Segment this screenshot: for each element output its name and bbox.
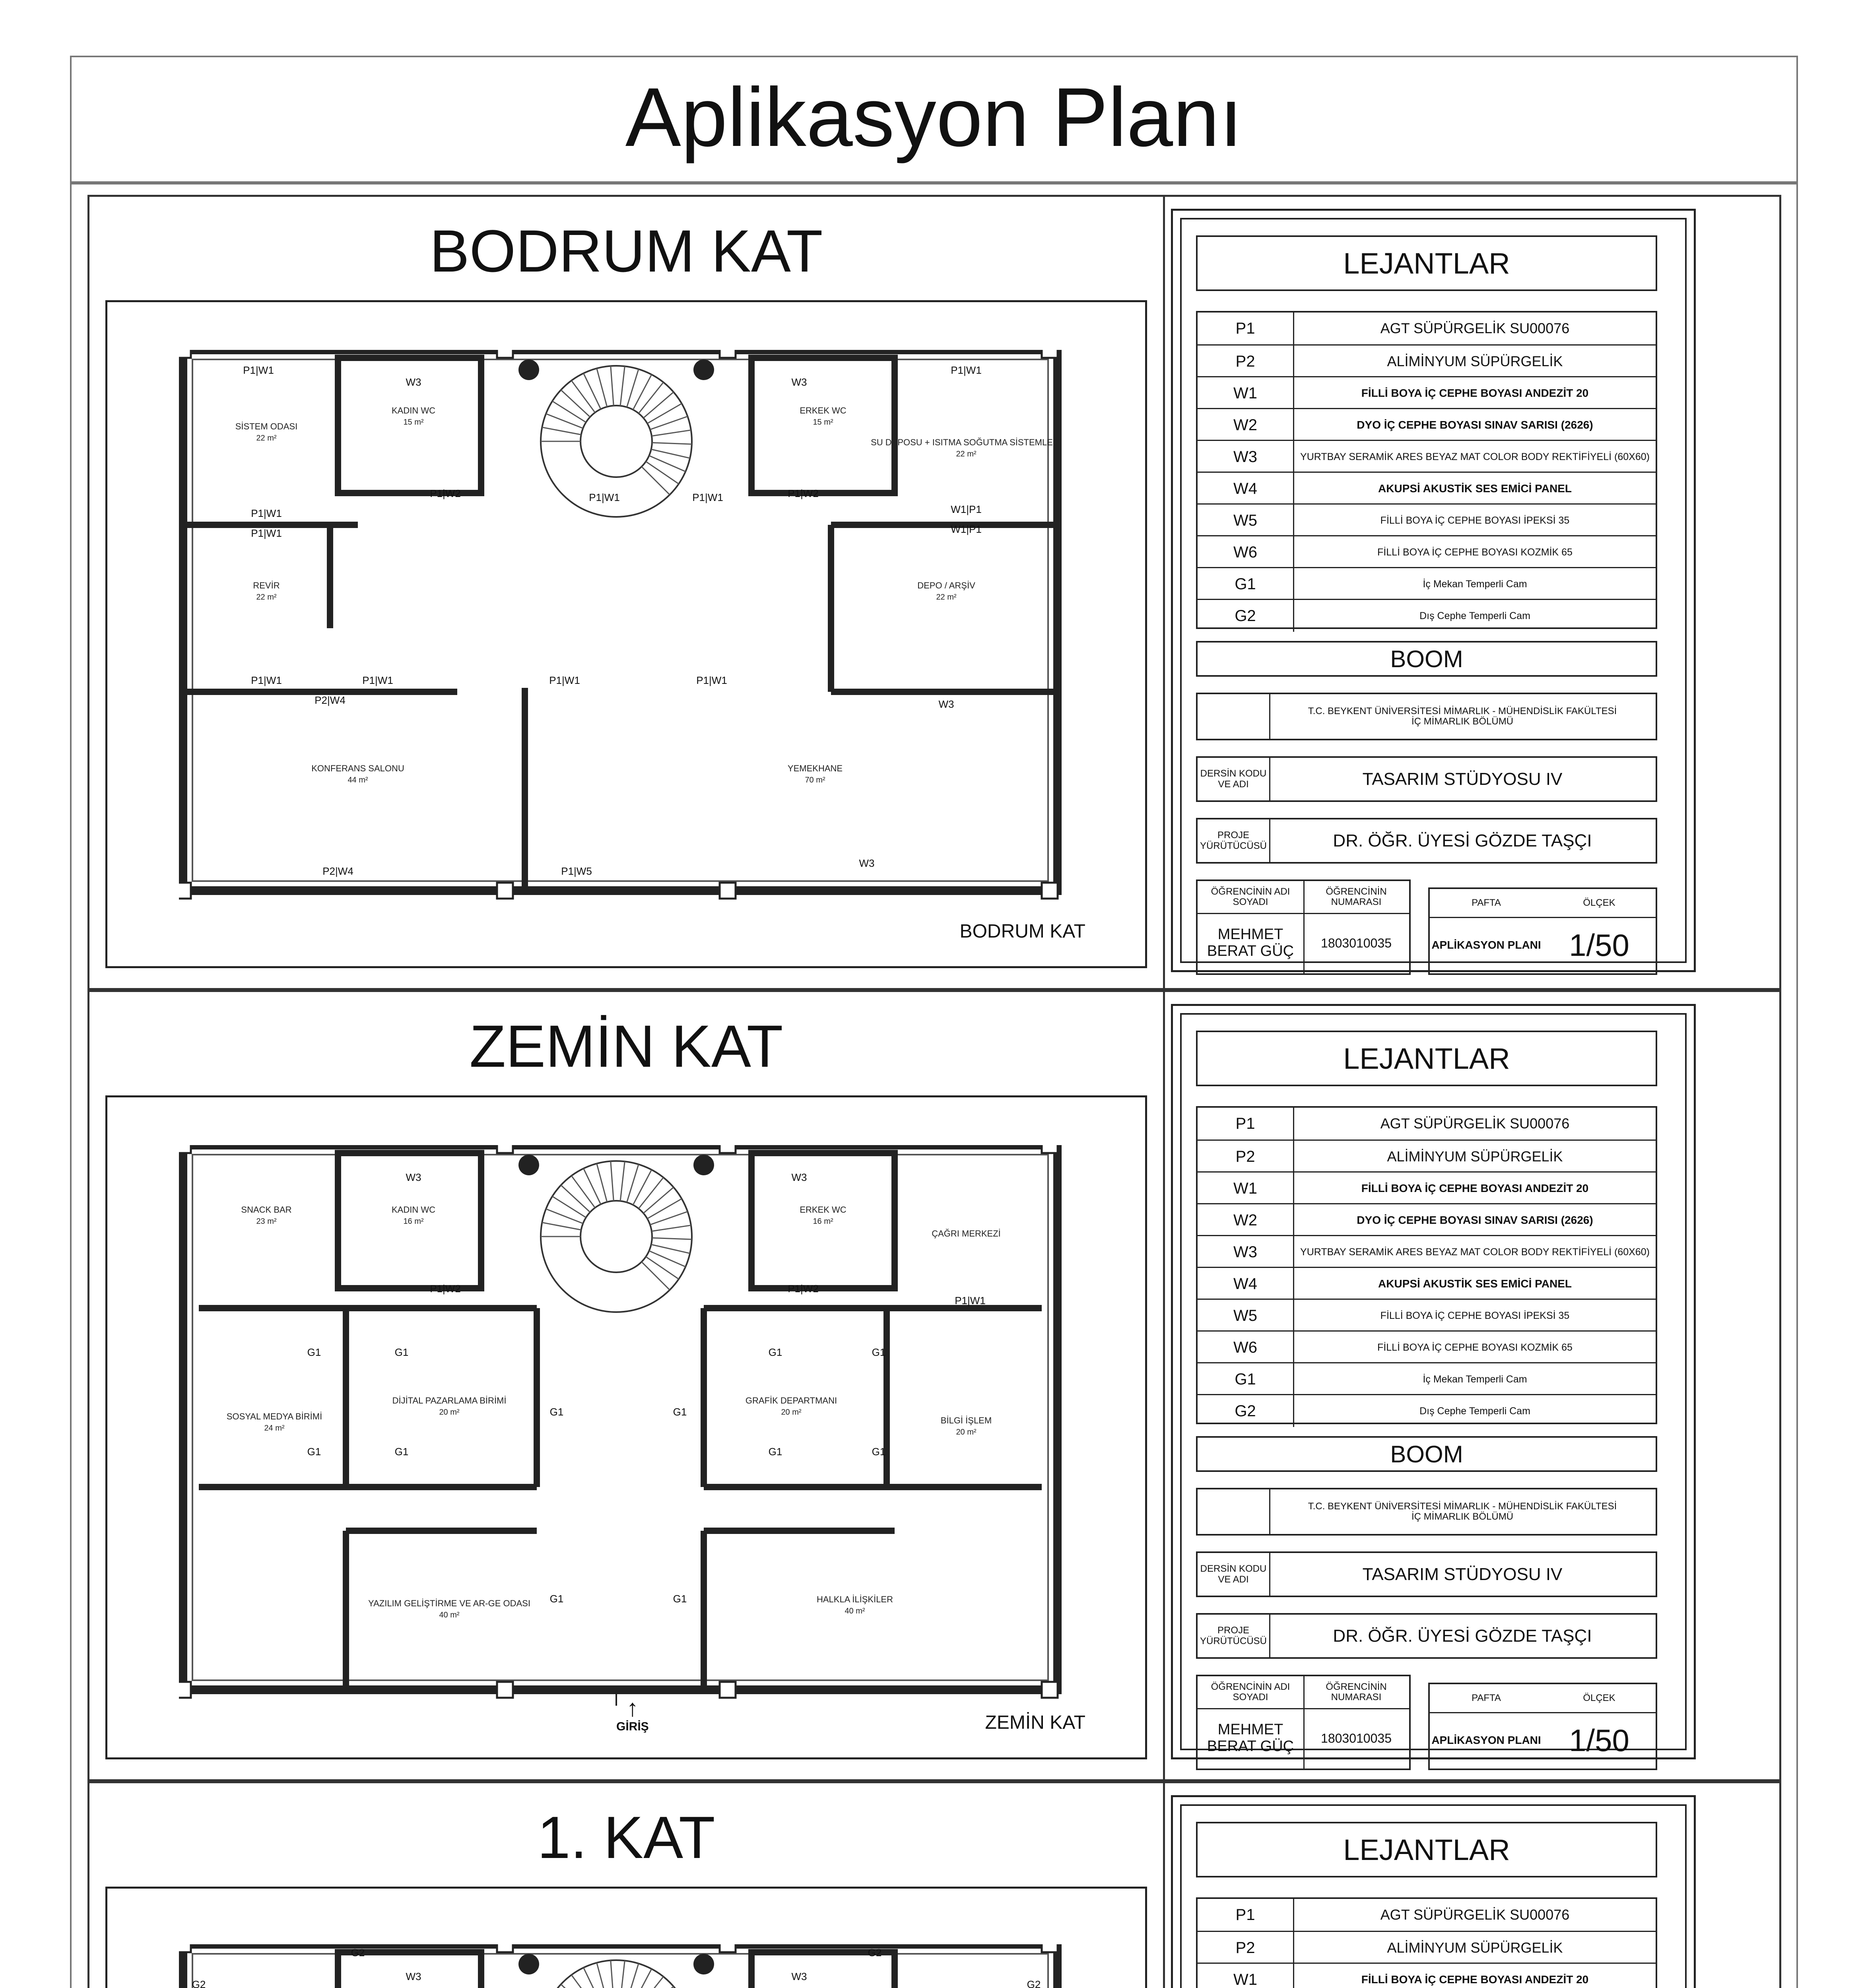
plan-caption: ZEMİN KAT bbox=[985, 1712, 1085, 1733]
finish-code-tag: G1 bbox=[549, 1406, 564, 1418]
finish-code-tag: P1|W1 bbox=[251, 674, 282, 686]
finish-code-tag: P1|W2 bbox=[788, 487, 819, 499]
room-area: 23 m² bbox=[256, 1217, 277, 1226]
legend-code: W2 bbox=[1198, 1204, 1294, 1236]
legend-description: FİLLİ BOYA İÇ CEPHE BOYASI İPEKSİ 35 bbox=[1380, 1310, 1570, 1321]
logo-placeholder bbox=[1198, 694, 1270, 739]
room-label: YAZILIM GELİŞTİRME VE AR-GE ODASI bbox=[368, 1598, 530, 1608]
logo-placeholder bbox=[1198, 1489, 1270, 1534]
sheet-label: PAFTA bbox=[1430, 889, 1543, 918]
finish-code-tag: W3 bbox=[938, 698, 954, 710]
legend-description: FİLLİ BOYA İÇ CEPHE BOYASI KOZMİK 65 bbox=[1377, 1342, 1573, 1353]
legend-description: Dış Cephe Temperli Cam bbox=[1419, 1405, 1530, 1417]
legend-row bbox=[1198, 440, 1656, 473]
finish-code-tag: P1|W1 bbox=[549, 674, 580, 686]
finish-code-tag: W3 bbox=[406, 1971, 421, 1982]
legend-inner-frame bbox=[1180, 1013, 1687, 1758]
supervisor-label: PROJE YÜRÜTÜCÜSÜ bbox=[1198, 1615, 1270, 1657]
structural-column bbox=[720, 1682, 736, 1698]
legend-description: FİLLİ BOYA İÇ CEPHE BOYASI KOZMİK 65 bbox=[1377, 546, 1573, 558]
room-area: 15 m² bbox=[813, 418, 833, 427]
legend-code: G2 bbox=[1198, 1395, 1294, 1427]
legend-code: G1 bbox=[1198, 1363, 1294, 1395]
plan-heading: BODRUM KAT bbox=[429, 217, 823, 284]
finish-code-tag: P2|W4 bbox=[322, 865, 353, 877]
legend-description: AKUPSİ AKUSTİK SES EMİCİ PANEL bbox=[1378, 1277, 1572, 1290]
scale-label: ÖLÇEK bbox=[1543, 1684, 1656, 1713]
legend-code: W6 bbox=[1198, 1332, 1294, 1363]
room-label: BİLGİ İŞLEM bbox=[940, 1415, 992, 1425]
plan-drawing-frame bbox=[105, 1095, 1147, 1759]
finish-code-tag: P1|W2 bbox=[430, 487, 461, 499]
finish-code-tag: G1 bbox=[872, 1446, 886, 1458]
legend-code: P2 bbox=[1198, 1141, 1294, 1173]
structural-column bbox=[497, 1145, 513, 1153]
finish-code-tag: P1|W2 bbox=[788, 1283, 819, 1295]
room-label: KONFERANS SALONU bbox=[311, 763, 404, 773]
structural-column bbox=[179, 1145, 191, 1153]
legend-code: W6 bbox=[1198, 536, 1294, 568]
room-area: 20 m² bbox=[781, 1408, 802, 1417]
legend-row bbox=[1198, 1931, 1656, 1964]
scale-value: 1/50 bbox=[1569, 1722, 1629, 1758]
outer-wall bbox=[183, 350, 1058, 891]
legend-row bbox=[1198, 1171, 1656, 1204]
scale-label: ÖLÇEK bbox=[1543, 889, 1656, 918]
legend-code: P2 bbox=[1198, 1932, 1294, 1964]
student-block bbox=[1196, 879, 1411, 975]
supervisor-value: DR. ÖĞR. ÜYESİ GÖZDE TAŞÇI bbox=[1333, 831, 1592, 850]
legend-description: FİLLİ BOYA İÇ CEPHE BOYASI ANDEZİT 20 bbox=[1361, 1182, 1589, 1195]
student-number: 1803010035 bbox=[1321, 1731, 1392, 1745]
structural-column bbox=[1042, 1145, 1058, 1153]
sheet-block bbox=[1428, 887, 1657, 975]
student-name-label: ÖĞRENCİNİN ADI SOYADI bbox=[1198, 1676, 1305, 1709]
room-area: 22 m² bbox=[256, 593, 277, 602]
legend-code: W1 bbox=[1198, 377, 1294, 409]
supervisor-block bbox=[1196, 818, 1657, 864]
finish-code-tag: P1|W1 bbox=[955, 1295, 986, 1307]
legend-inner-frame bbox=[1180, 218, 1687, 963]
boom-heading: BOOM bbox=[1196, 1436, 1657, 1472]
finish-code-tag: W3 bbox=[791, 376, 807, 388]
course-value: TASARIM STÜDYOSU IV bbox=[1362, 769, 1563, 789]
legend-row bbox=[1198, 1108, 1656, 1140]
finish-code-tag: P1|W1 bbox=[951, 364, 982, 376]
legend-description: YURTBAY SERAMİK ARES BEYAZ MAT COLOR BODY REKTİFİYELİ (60X60) bbox=[1300, 1246, 1650, 1258]
student-name: MEHMET BERAT GÜÇ bbox=[1198, 913, 1305, 973]
plan-drawing-frame bbox=[105, 1887, 1147, 1988]
sheet-value: APLİKASYON PLANI bbox=[1431, 939, 1541, 951]
plan-heading: 1. KAT bbox=[537, 1804, 715, 1871]
finish-code-tag: G1 bbox=[394, 1446, 409, 1458]
room-label: SNACK BAR bbox=[241, 1205, 292, 1215]
legend-description: AGT SÜPÜRGELİK SU00076 bbox=[1380, 1115, 1570, 1132]
structural-column bbox=[497, 1944, 513, 1952]
legend-description: İç Mekan Temperli Cam bbox=[1423, 578, 1527, 590]
structural-column bbox=[1042, 1944, 1058, 1952]
legend-description: DYO İÇ CEPHE BOYASI SINAV SARISI (2626) bbox=[1357, 419, 1593, 431]
legend-table bbox=[1196, 1897, 1657, 1988]
finish-code-tag: P1|W1 bbox=[251, 527, 282, 539]
room-area: 20 m² bbox=[439, 1408, 460, 1417]
legend-row bbox=[1198, 1299, 1656, 1332]
room-label: REVİR bbox=[253, 580, 280, 590]
finish-code-tag: P1|W1 bbox=[692, 491, 723, 503]
legend-description: AGT SÜPÜRGELİK SU00076 bbox=[1380, 320, 1570, 337]
legend-code: W1 bbox=[1198, 1964, 1294, 1988]
finish-code-tag: P1|W1 bbox=[696, 674, 727, 686]
legend-code: W1 bbox=[1198, 1173, 1294, 1204]
room-label: DEPO / ARŞİV bbox=[917, 580, 975, 590]
room-area: 15 m² bbox=[403, 418, 424, 427]
finish-code-tag: G1 bbox=[394, 1346, 409, 1358]
legend-heading: LEJANTLAR bbox=[1196, 235, 1657, 291]
page-title: Aplikasyon Planı bbox=[625, 70, 1243, 164]
legend-row bbox=[1198, 1203, 1656, 1236]
structural-column bbox=[720, 883, 736, 899]
structural-column bbox=[497, 1682, 513, 1698]
entrance-label-block bbox=[616, 1696, 649, 1734]
legend-code: P1 bbox=[1198, 1899, 1294, 1931]
legend-description: AGT SÜPÜRGELİK SU00076 bbox=[1380, 1906, 1570, 1923]
legend-row bbox=[1198, 599, 1656, 632]
structural-column bbox=[1042, 1682, 1058, 1698]
finish-code-tag: G2 bbox=[192, 1978, 206, 1988]
room-area: 22 m² bbox=[936, 593, 957, 602]
room-label: GRAFİK DEPARTMANI bbox=[745, 1396, 837, 1406]
legend-description: AKUPSİ AKUSTİK SES EMİCİ PANEL bbox=[1378, 482, 1572, 495]
room-label: YEMEKHANE bbox=[787, 763, 843, 773]
legend-code: P1 bbox=[1198, 313, 1294, 344]
room-area: 44 m² bbox=[348, 776, 368, 784]
spiral-staircase bbox=[518, 1155, 714, 1312]
legend-description: ALİMİNYUM SÜPÜRGELİK bbox=[1387, 1939, 1563, 1956]
finish-code-tag: G1 bbox=[768, 1346, 782, 1358]
entrance-arrow-icon: ↑ bbox=[626, 1695, 639, 1721]
legend-description: İç Mekan Temperli Cam bbox=[1423, 1373, 1527, 1385]
room-area: 22 m² bbox=[956, 450, 977, 458]
plan-row-birinci bbox=[87, 1781, 1781, 1988]
finish-code-tag: W1|P1 bbox=[951, 503, 982, 515]
room-area: 16 m² bbox=[403, 1217, 424, 1226]
finish-code-tag: P2|W4 bbox=[315, 694, 346, 706]
legend-panel bbox=[1171, 1004, 1696, 1759]
finish-code-tag: P1|W2 bbox=[430, 1283, 461, 1295]
legend-row bbox=[1198, 472, 1656, 505]
legend-description: FİLLİ BOYA İÇ CEPHE BOYASI İPEKSİ 35 bbox=[1380, 514, 1570, 526]
legend-code: W4 bbox=[1198, 473, 1294, 505]
floor-plan-drawing bbox=[179, 350, 1062, 914]
finish-code-tag: G1 bbox=[673, 1593, 687, 1605]
legend-row bbox=[1198, 376, 1656, 409]
room-label: SU DEPOSU + ISITMA SOĞUTMA SİSTEMLERİ bbox=[871, 437, 1062, 447]
legend-code: W5 bbox=[1198, 505, 1294, 536]
finish-code-tag: G1 bbox=[673, 1406, 687, 1418]
legend-inner-frame bbox=[1180, 1804, 1687, 1988]
legend-row bbox=[1198, 1394, 1656, 1427]
structural-column bbox=[179, 350, 191, 358]
room-area: 40 m² bbox=[845, 1607, 865, 1615]
supervisor-block bbox=[1196, 1613, 1657, 1659]
finish-code-tag: W3 bbox=[406, 376, 421, 388]
finish-code-tag: G2 bbox=[351, 1947, 365, 1959]
legend-row bbox=[1198, 1267, 1656, 1300]
plan-row-bodrum bbox=[87, 195, 1781, 990]
finish-code-tag: P1|W5 bbox=[561, 865, 592, 877]
legend-code: P1 bbox=[1198, 1108, 1294, 1140]
sheet-label: PAFTA bbox=[1430, 1684, 1543, 1713]
finish-code-tag: W1|P1 bbox=[951, 523, 982, 535]
boom-heading: BOOM bbox=[1196, 641, 1657, 677]
room-label: DİJİTAL PAZARLAMA BİRİMİ bbox=[392, 1396, 507, 1406]
legend-heading: LEJANTLAR bbox=[1196, 1031, 1657, 1086]
legend-code: W2 bbox=[1198, 409, 1294, 441]
finish-code-tag: G1 bbox=[768, 1446, 782, 1458]
legend-row bbox=[1198, 535, 1656, 568]
plan-row-zemin bbox=[87, 990, 1781, 1781]
floor-plan-drawing bbox=[179, 1944, 1062, 1988]
finish-code-tag: W3 bbox=[791, 1171, 807, 1183]
course-label: DERSİN KODU VE ADI bbox=[1198, 1553, 1270, 1596]
legend-description: FİLLİ BOYA İÇ CEPHE BOYASI ANDEZİT 20 bbox=[1361, 387, 1589, 400]
finish-code-tag: G2 bbox=[1027, 1978, 1041, 1988]
legend-code: W3 bbox=[1198, 441, 1294, 473]
supervisor-label: PROJE YÜRÜTÜCÜSÜ bbox=[1198, 819, 1270, 862]
finish-code-tag: P1|W1 bbox=[589, 491, 620, 503]
inner-wall-line bbox=[192, 1954, 1048, 1988]
structural-column bbox=[1042, 350, 1058, 358]
legend-row bbox=[1198, 313, 1656, 344]
structural-column bbox=[497, 350, 513, 358]
outer-wall bbox=[183, 1944, 1058, 1988]
structural-column bbox=[720, 350, 736, 358]
student-block bbox=[1196, 1675, 1411, 1770]
finish-code-tag: W3 bbox=[406, 1171, 421, 1183]
legend-panel bbox=[1171, 1795, 1696, 1988]
finish-code-tag: G1 bbox=[307, 1346, 321, 1358]
legend-code: W5 bbox=[1198, 1300, 1294, 1332]
room-area: 22 m² bbox=[256, 434, 277, 443]
room-label: HALKLA İLİŞKİLER bbox=[817, 1594, 893, 1604]
legend-row bbox=[1198, 1235, 1656, 1268]
row-divider bbox=[1163, 1783, 1165, 1988]
legend-row bbox=[1198, 567, 1656, 600]
student-number: 1803010035 bbox=[1321, 936, 1392, 950]
room-area: 24 m² bbox=[264, 1424, 285, 1433]
legend-description: Dış Cephe Temperli Cam bbox=[1419, 610, 1530, 621]
legend-code: G2 bbox=[1198, 600, 1294, 632]
finish-code-tag: G1 bbox=[549, 1593, 564, 1605]
legend-panel bbox=[1171, 209, 1696, 972]
finish-code-tag: G1 bbox=[307, 1446, 321, 1458]
structural-column bbox=[179, 1944, 191, 1952]
row-divider bbox=[1163, 992, 1165, 1779]
finish-code-tag: W3 bbox=[791, 1971, 807, 1982]
finish-code-tag: G1 bbox=[872, 1346, 886, 1358]
course-label: DERSİN KODU VE ADI bbox=[1198, 758, 1270, 800]
legend-row bbox=[1198, 1963, 1656, 1988]
structural-column bbox=[720, 1145, 736, 1153]
student-number-label: ÖĞRENCİNİN NUMARASI bbox=[1303, 1676, 1409, 1709]
legend-row bbox=[1198, 344, 1656, 377]
legend-description: FİLLİ BOYA İÇ CEPHE BOYASI ANDEZİT 20 bbox=[1361, 1973, 1589, 1986]
room-label: KADIN WC bbox=[392, 1205, 435, 1215]
structural-column bbox=[1042, 883, 1058, 899]
student-number-label: ÖĞRENCİNİN NUMARASI bbox=[1303, 881, 1409, 914]
room-label: SİSTEM ODASI bbox=[235, 421, 298, 431]
room-label: KADIN WC bbox=[392, 406, 435, 415]
floor-plan-drawing bbox=[179, 1145, 1062, 1710]
row-divider bbox=[1163, 197, 1165, 988]
room-label: SOSYAL MEDYA BİRİMİ bbox=[226, 1411, 322, 1421]
legend-heading: LEJANTLAR bbox=[1196, 1822, 1657, 1877]
legend-code: P2 bbox=[1198, 346, 1294, 377]
legend-code: W4 bbox=[1198, 1268, 1294, 1300]
plan-drawing-frame bbox=[105, 300, 1147, 968]
title-box bbox=[70, 56, 1798, 183]
course-block bbox=[1196, 756, 1657, 802]
course-value: TASARIM STÜDYOSU IV bbox=[1362, 1564, 1563, 1584]
spiral-staircase bbox=[518, 1954, 714, 1988]
finish-code-tag: P1|W1 bbox=[362, 674, 393, 686]
course-block bbox=[1196, 1551, 1657, 1597]
room-area: 70 m² bbox=[805, 776, 825, 784]
room-label: ÇAĞRI MERKEZİ bbox=[932, 1229, 1001, 1239]
legend-row bbox=[1198, 408, 1656, 441]
room-area: 16 m² bbox=[813, 1217, 833, 1226]
supervisor-value: DR. ÖĞR. ÜYESİ GÖZDE TAŞÇI bbox=[1333, 1626, 1592, 1646]
room-label: ERKEK WC bbox=[800, 406, 847, 415]
university-block bbox=[1196, 1488, 1657, 1536]
finish-code-tag: P1|W1 bbox=[243, 364, 274, 376]
legend-row bbox=[1198, 503, 1656, 536]
legend-description: ALİMİNYUM SÜPÜRGELİK bbox=[1387, 353, 1563, 370]
finish-code-tag: G2 bbox=[868, 1947, 882, 1959]
room-area: 20 m² bbox=[956, 1428, 977, 1437]
legend-row bbox=[1198, 1362, 1656, 1395]
legend-code: W3 bbox=[1198, 1236, 1294, 1268]
legend-row bbox=[1198, 1899, 1656, 1931]
university-block bbox=[1196, 693, 1657, 740]
legend-description: YURTBAY SERAMİK ARES BEYAZ MAT COLOR BODY REKTİFİYELİ (60X60) bbox=[1300, 451, 1650, 462]
room-label: ERKEK WC bbox=[800, 1205, 847, 1215]
plan-heading: ZEMİN KAT bbox=[469, 1013, 783, 1079]
structural-column bbox=[497, 883, 513, 899]
student-name: MEHMET BERAT GÜÇ bbox=[1198, 1708, 1305, 1769]
sheet-value: APLİKASYON PLANI bbox=[1431, 1734, 1541, 1746]
legend-table bbox=[1196, 311, 1657, 629]
university-name: T.C. BEYKENT ÜNİVERSİTESİ MİMARLIK - MÜHENDİSLİK FAKÜLTESİ İÇ MİMARLIK BÖLÜMÜ bbox=[1308, 1501, 1617, 1522]
university-name: T.C. BEYKENT ÜNİVERSİTESİ MİMARLIK - MÜHENDİSLİK FAKÜLTESİ İÇ MİMARLIK BÖLÜMÜ bbox=[1308, 705, 1617, 727]
room-area: 40 m² bbox=[439, 1611, 460, 1619]
plan-caption: BODRUM KAT bbox=[959, 921, 1085, 942]
legend-description: DYO İÇ CEPHE BOYASI SINAV SARISI (2626) bbox=[1357, 1214, 1593, 1227]
legend-description: ALİMİNYUM SÜPÜRGELİK bbox=[1387, 1148, 1563, 1165]
structural-column bbox=[179, 883, 191, 899]
legend-table bbox=[1196, 1106, 1657, 1424]
legend-row bbox=[1198, 1330, 1656, 1363]
finish-code-tag: W3 bbox=[859, 857, 875, 869]
structural-column bbox=[179, 1682, 191, 1698]
sheet-block bbox=[1428, 1683, 1657, 1770]
student-name-label: ÖĞRENCİNİN ADI SOYADI bbox=[1198, 881, 1305, 914]
finish-code-tag: P1|W1 bbox=[251, 507, 282, 519]
legend-row bbox=[1198, 1140, 1656, 1173]
scale-value: 1/50 bbox=[1569, 927, 1629, 963]
legend-code: G1 bbox=[1198, 568, 1294, 600]
structural-column bbox=[720, 1944, 736, 1952]
entrance-label: GİRİŞ bbox=[616, 1720, 649, 1733]
